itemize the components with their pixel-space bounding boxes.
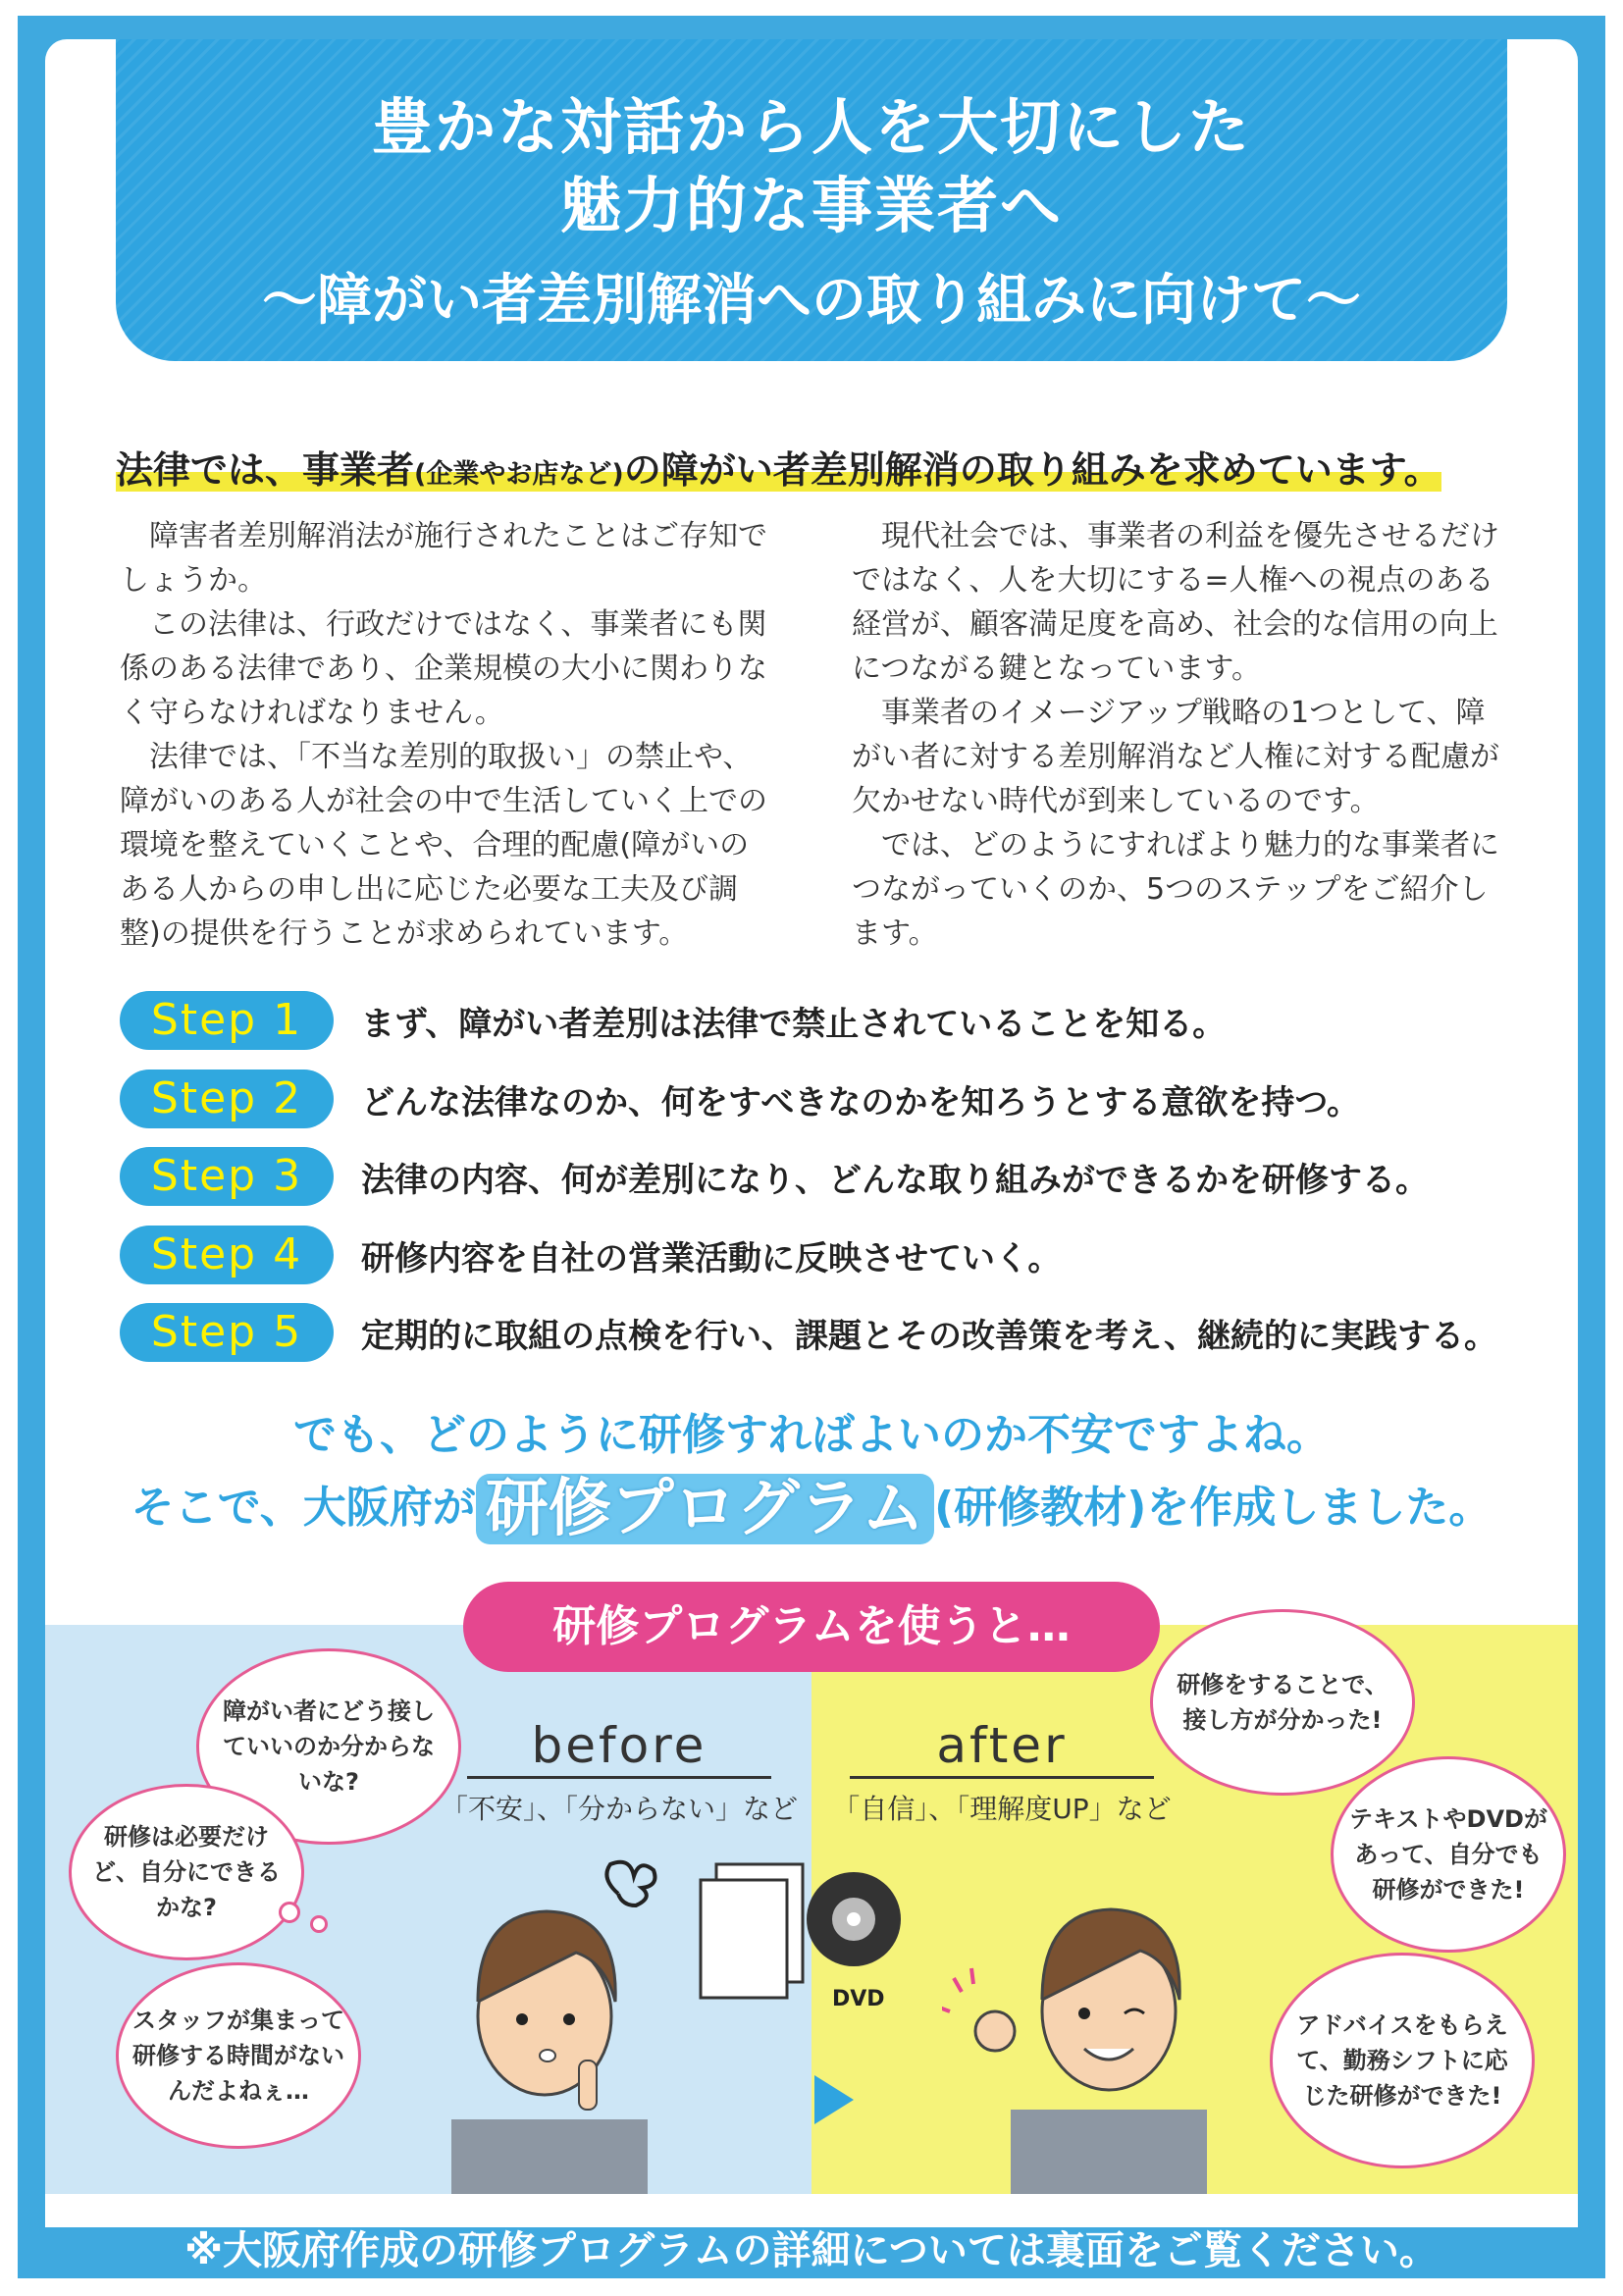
after-underline: [850, 1776, 1154, 1779]
dvd-label: DVD: [832, 1987, 885, 2011]
question-pre: そこで、大阪府が: [131, 1483, 476, 1533]
body-left-column: [120, 514, 777, 956]
bubble-dot: [279, 1902, 300, 1923]
lead-heading: [116, 440, 1509, 494]
confusion-scribble-icon: [606, 1862, 654, 1905]
step-text: 研修内容を自社の営業活動に反映させていく。: [361, 1239, 1062, 1278]
after-label: after: [936, 1717, 1068, 1774]
after-sub: 「自信」、「理解度UP」など: [832, 1793, 1172, 1825]
step-pill: Step 1: [120, 991, 334, 1050]
paragraph: 事業者のイメージアップ戦略の1つとして、障がい者に対する差別解消など人権に対する配慮が欠かせない時代が到来しているのです。: [852, 696, 1499, 818]
step-pill: Step 2: [120, 1070, 334, 1128]
program-title: 研修プログラム: [476, 1474, 934, 1544]
paragraph: では、どのようにすればより魅力的な事業者につながっていくのか、5つのステップをご紹介します。: [852, 828, 1499, 951]
step-text: どんな法律なのか、何をすべきなのかを知ろうとする意欲を持つ。: [361, 1083, 1360, 1122]
before-sub: 「不安」、「分からない」など: [440, 1793, 798, 1825]
before-label: before: [531, 1717, 707, 1774]
lead-small: (企業やお店など): [414, 459, 624, 490]
arrow-right-icon: [805, 2070, 864, 2129]
step-pill: Step 5: [120, 1303, 334, 1362]
step-text: まず、障がい者差別は法律で禁止されていることを知る。: [361, 1005, 1227, 1044]
subtitle: ～障がい者差別解消への取り組みに向けて～: [262, 269, 1361, 333]
step-2: [120, 1070, 1523, 1128]
question-line2: [0, 1472, 1623, 1544]
paragraph: 法律では、「不当な差別的取扱い」の禁止や、障がいのある人が社会の中で生活していく上での環境を整えていくことや、合理的配慮(障がいのある人からの申し出に応じた必要な工夫及び調整)の提供を行うことが求められています。: [120, 740, 767, 951]
happy-person-illustration: [942, 1884, 1236, 2194]
step-pill: Step 3: [120, 1147, 334, 1206]
question-post: (研修教材)を作成しました。: [934, 1483, 1492, 1533]
bubble-dot: [310, 1915, 328, 1933]
title-line1: 豊かな対話から人を大切にした: [371, 91, 1251, 163]
materials-illustration: [687, 1845, 922, 2061]
step-4: [120, 1226, 1523, 1284]
speech-bubble: 障がい者にどう接していいのか分からないな?: [196, 1648, 461, 1845]
ok-sign-icon: [975, 2011, 1015, 2051]
step-text: 法律の内容、何が差別になり、どんな取り組みができるかを研修する。: [361, 1161, 1429, 1200]
paragraph: 障害者差別解消法が施行されたことはご存知でしょうか。: [120, 519, 767, 598]
header-banner: [116, 39, 1507, 361]
footer-note: ※大阪府作成の研修プログラムの詳細については裏面をご覧ください。: [184, 2228, 1439, 2273]
step-1: [120, 991, 1523, 1050]
program-banner: 研修プログラムを使うと…: [463, 1582, 1160, 1672]
step-text: 定期的に取組の点検を行い、課題とその改善策を考え、継続的に実践する。: [361, 1317, 1498, 1356]
body-right-column: [852, 514, 1513, 956]
question-line1: でも、どのように研修すればよいのか不安ですよね。: [293, 1410, 1330, 1460]
step-5: [120, 1303, 1523, 1362]
speech-bubble: 研修をすることで、接し方が分かった!: [1150, 1609, 1415, 1796]
lead-part2: の障がい者差別解消の取り組みを求めています。: [623, 448, 1441, 492]
speech-bubble: テキストやDVDがあって、自分でも研修ができた!: [1331, 1756, 1566, 1953]
paragraph: 現代社会では、事業者の利益を優先させるだけではなく、人を大切にする=人権への視点のある経営が、顧客満足度を高め、社会的な信用の向上につながる鍵となっています。: [852, 519, 1499, 686]
title-line2: 魅力的な事業者へ: [559, 170, 1063, 241]
step-pill: Step 4: [120, 1226, 334, 1284]
step-3: [120, 1147, 1523, 1206]
paragraph: この法律は、行政だけではなく、事業者にも関係のある法律であり、企業規模の大小に関わりなく守らなければなりません。: [120, 607, 767, 730]
speech-bubble: アドバイスをもらえて、勤務シフトに応じた研修ができた!: [1270, 1953, 1535, 2168]
speech-bubble: 研修は必要だけど、自分にできるかな?: [69, 1784, 304, 1960]
before-underline: [467, 1776, 771, 1779]
speech-bubble: スタッフが集まって研修する時間がないんだよねぇ…: [116, 1962, 361, 2149]
lead-part1: 法律では、事業者: [116, 448, 415, 492]
